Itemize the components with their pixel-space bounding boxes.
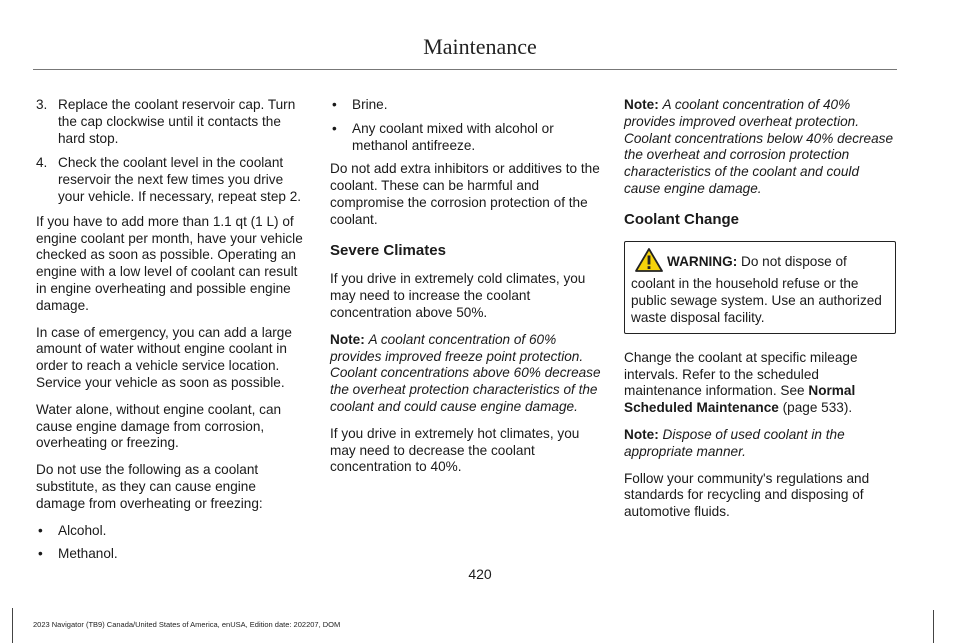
bullet-marker: • xyxy=(332,97,337,112)
list-item xyxy=(36,97,306,147)
paragraph: Do not add extra inhibitors or additives to the coolant. These can be harmful and compromise the corrosion protection of the coolant. xyxy=(330,161,600,227)
list-item xyxy=(36,155,306,205)
bullet-marker: • xyxy=(38,546,43,562)
bullet-text: Alcohol. xyxy=(58,522,107,538)
warning-text: Do not dispose of coolant in the household refuse or the public sewage system. Use an authorized waste disposal facility. xyxy=(631,253,882,325)
warning-box xyxy=(624,241,896,334)
note-text: A coolant concentration of 60% provides improved freeze point protection. Coolant concentrations above 60% decrease the overheat protection characteristics of the coolant and could cause engine damage. xyxy=(330,331,601,414)
page-reference: (page 533). xyxy=(782,400,853,416)
step-text: Replace the coolant reservoir cap. Turn the cap clockwise until it contacts the hard stop. xyxy=(58,97,296,146)
page-number: 420 xyxy=(468,566,492,582)
list-item xyxy=(330,121,602,155)
edition-footer: 2023 Navigator (TB9) Canada/United States of America, enUSA, Edition date: 202207, DOM xyxy=(33,620,341,629)
section-heading: Severe Climates xyxy=(330,241,446,259)
note-label: Note: xyxy=(624,97,659,112)
crop-mark xyxy=(933,610,934,643)
paragraph: If you have to add more than 1.1 qt (1 L) of engine coolant per month, have your vehicle checked as soon as possible. Operating an engine with a low level of coolant can result in engine overheating and possible engine damage. xyxy=(36,213,303,313)
note xyxy=(624,97,896,198)
paragraph: Do not use the following as a coolant substitute, as they can cause engine damage from overheating or freezing: xyxy=(36,462,263,511)
note xyxy=(330,332,602,416)
note-label: Note: xyxy=(330,331,365,347)
bullet-marker: • xyxy=(332,120,337,136)
warning-triangle-icon xyxy=(635,248,663,277)
note xyxy=(624,427,896,461)
page-title: Maintenance xyxy=(423,34,537,59)
cross-reference-link[interactable]: Normal Scheduled Maintenance xyxy=(624,383,856,416)
step-number: 3. xyxy=(36,97,48,112)
paragraph-text: Change the coolant at specific mileage intervals. Refer to the scheduled maintenance information. See xyxy=(624,349,858,399)
bullet-text: Any coolant mixed with alcohol or methanol antifreeze. xyxy=(352,120,554,153)
paragraph: In case of emergency, you can add a large amount of water without engine coolant in order to reach a vehicle service location. Service your vehicle as soon as possible. xyxy=(36,324,292,390)
step-number: 4. xyxy=(36,155,48,171)
paragraph xyxy=(624,350,896,417)
crop-mark xyxy=(12,608,13,643)
section-heading: Coolant Change xyxy=(624,210,739,228)
warning-label: WARNING: xyxy=(667,253,738,269)
column-3 xyxy=(624,97,896,531)
note-label: Note: xyxy=(624,426,659,442)
bullet-text: Brine. xyxy=(352,97,388,112)
column-1 xyxy=(36,97,306,570)
paragraph: Follow your community's regulations and standards for recycling and disposing of automotive fluids. xyxy=(624,470,870,520)
bullet-text: Methanol. xyxy=(58,546,118,562)
paragraph: Water alone, without engine coolant, can cause engine damage from corrosion, overheating or freezing. xyxy=(36,401,282,451)
list-item xyxy=(330,97,602,114)
column-2 xyxy=(330,97,602,486)
paragraph: If you drive in extremely cold climates, you may need to increase the coolant concentration above 50%. xyxy=(330,271,586,320)
step-text: Check the coolant level in the coolant reservoir the next few times you drive your vehicle. If necessary, repeat step 2. xyxy=(58,155,302,204)
header-divider xyxy=(33,69,897,70)
note-text: Dispose of used coolant in the appropriate manner. xyxy=(624,426,845,459)
bullet-marker: • xyxy=(38,522,43,538)
note-text: A coolant concentration of 40% provides improved overheat protection. Coolant concentrations below 40% decrease the overheat and corrosion protection characteristics of the coolant and could cause engine damage. xyxy=(624,97,894,196)
paragraph: If you drive in extremely hot climates, you may need to decrease the coolant concentration to 40%. xyxy=(330,425,580,475)
list-item xyxy=(36,523,306,540)
list-item xyxy=(36,546,306,563)
